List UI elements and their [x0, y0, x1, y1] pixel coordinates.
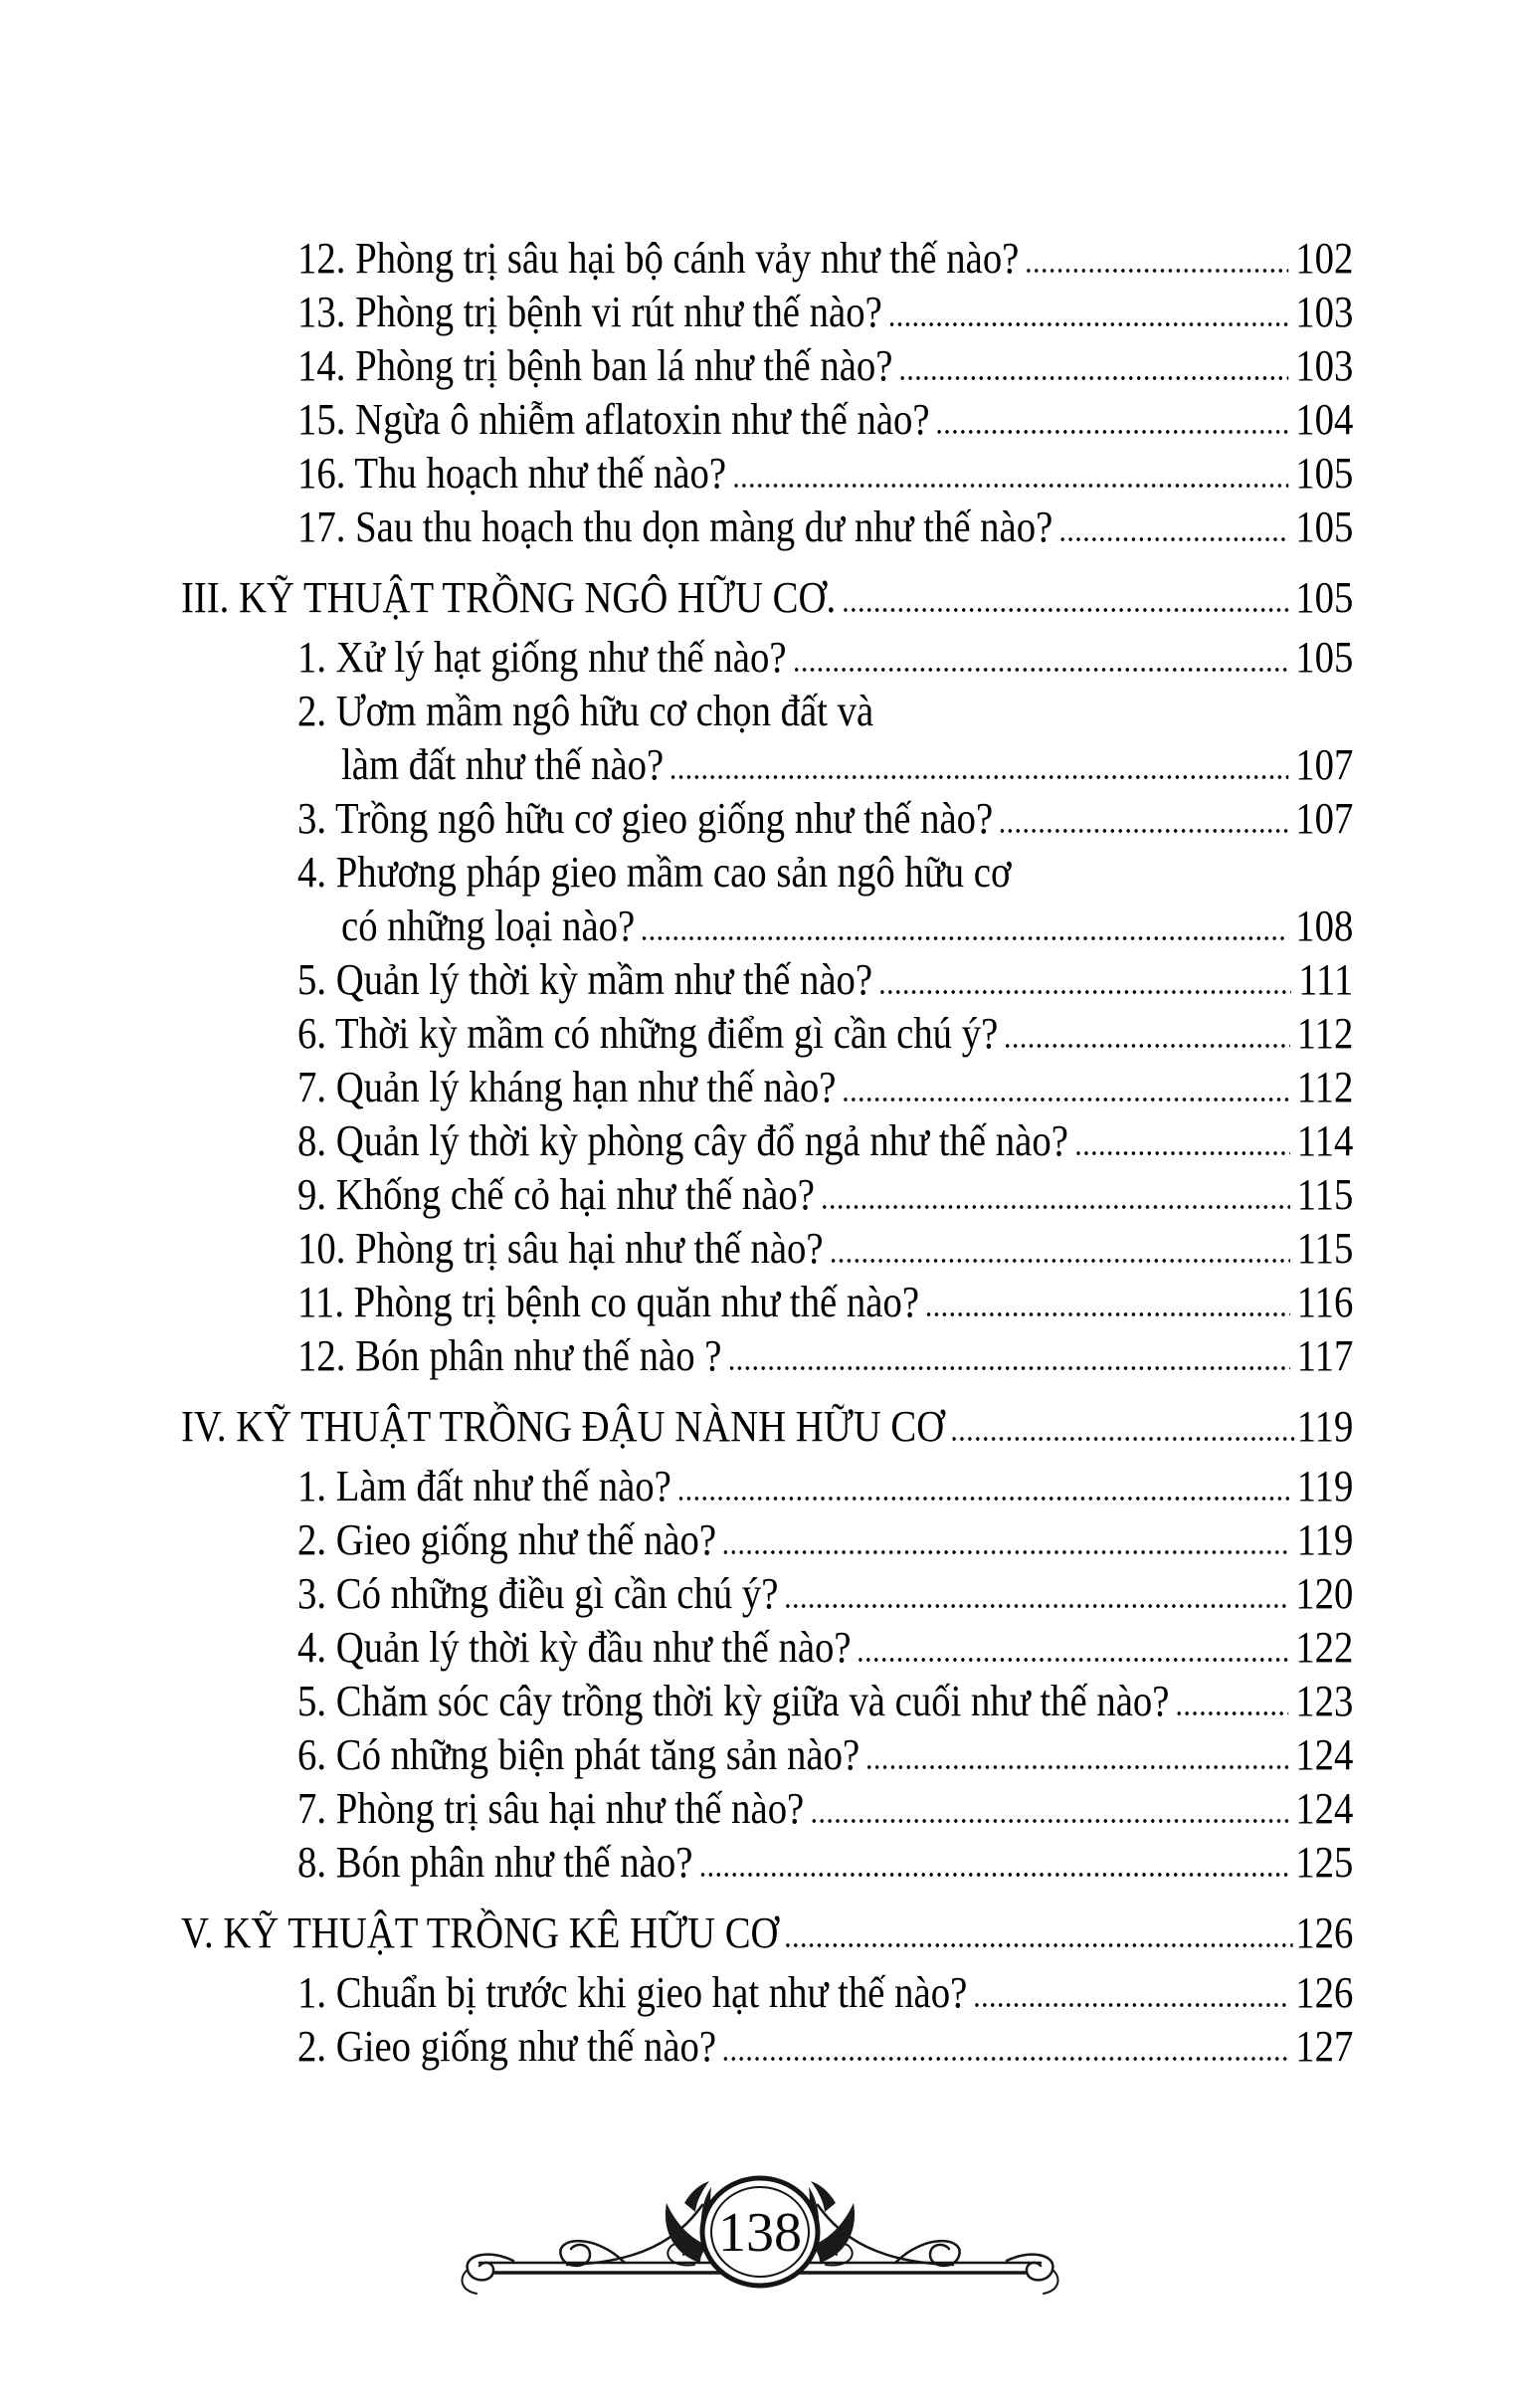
dot-leader: [927, 1312, 1290, 1316]
dot-leader: [975, 2003, 1288, 2007]
toc-entry-page-number: 114: [1296, 1116, 1354, 1165]
ornament-divider: [450, 2167, 1086, 2307]
toc-entry-page-number: 123: [1295, 1677, 1354, 1725]
toc-entry: [181, 1782, 1353, 1836]
toc-entry-title: 14. Phòng trị bệnh ban lá như thế nào?: [297, 341, 893, 390]
toc-entry-page-number: 119: [1296, 1402, 1354, 1451]
toc-entry-page-number: 105: [1295, 502, 1354, 551]
toc-entry: [181, 1460, 1353, 1513]
toc-entry-title: 8. Bón phân như thế nào?: [297, 1838, 693, 1887]
toc-entry-title: 15. Ngừa ô nhiễm aflatoxin như thế nào?: [297, 395, 930, 444]
dot-leader: [867, 1765, 1288, 1769]
toc-entry-title: 17. Sau thu hoạch thu dọn màng dư như thế nào?: [297, 502, 1053, 551]
toc-entry: [181, 393, 1353, 447]
toc-entry: [181, 1567, 1353, 1621]
toc-entry-title: V. KỸ THUẬT TRỒNG KÊ HỮU CƠ: [181, 1908, 779, 1957]
toc-entry-title: 5. Chăm sóc cây trồng thời kỳ giữa và cuối như thế nào?: [297, 1677, 1170, 1725]
dot-leader: [679, 1497, 1290, 1501]
dot-leader: [900, 376, 1288, 380]
toc-entry-title: 7. Quản lý kháng hạn như thế nào?: [297, 1063, 837, 1111]
toc-entry: [181, 1836, 1353, 1890]
toc-entry: [181, 1728, 1353, 1782]
toc-entry-page-number: 102: [1295, 234, 1354, 283]
toc-entry-title: 9. Khống chế cỏ hại như thế nào?: [297, 1170, 815, 1219]
toc-entry-page-number: 122: [1295, 1623, 1354, 1672]
toc-entry-page-number: 115: [1296, 1224, 1354, 1273]
toc-entry-page-number: 111: [1298, 955, 1354, 1004]
toc-entry: [181, 447, 1353, 501]
dot-leader: [643, 936, 1288, 940]
dot-leader: [812, 1819, 1288, 1823]
toc-section-header: [181, 571, 1353, 625]
dot-leader: [1076, 1151, 1290, 1155]
toc-entry-page-number: 117: [1296, 1331, 1354, 1380]
dot-leader: [729, 1366, 1289, 1370]
toc-entry-page-number: 103: [1295, 341, 1354, 390]
toc-section-header: [181, 1400, 1353, 1454]
toc-entry-title: làm đất như thế nào?: [341, 740, 665, 789]
toc-entry-title: 2. Ươm mầm ngô hữu cơ chọn đất và: [297, 687, 874, 735]
dot-leader: [1001, 829, 1288, 833]
toc-entry: [181, 1329, 1353, 1383]
toc-entry: [181, 501, 1353, 554]
toc-entry-title: 1. Xử lý hạt giống như thế nào?: [297, 633, 787, 682]
toc-entry-title: 13. Phòng trị bệnh vi rút như thế nào?: [297, 288, 882, 336]
toc-entry-page-number: 119: [1296, 1462, 1354, 1510]
dot-leader: [844, 1098, 1289, 1102]
toc-entry-title: 2. Gieo giống như thế nào?: [297, 1515, 717, 1564]
toc-entry-title: 16. Thu hoạch như thế nào?: [297, 449, 727, 498]
toc-entry-title: 3. Có những điều gì cần chú ý?: [297, 1569, 779, 1618]
toc-entry-title: 12. Bón phân như thế nào ?: [297, 1331, 722, 1380]
toc-entry: [181, 792, 1353, 846]
toc-entry-page-number: 126: [1295, 1908, 1354, 1957]
toc-entry-title: 6. Thời kỳ mầm có những điểm gì cần chú ý?: [297, 1009, 999, 1058]
table-of-contents: [181, 232, 1353, 2074]
dot-leader: [860, 1658, 1289, 1662]
dot-leader: [700, 1873, 1288, 1877]
toc-entry-page-number: 124: [1295, 1784, 1354, 1833]
toc-entry-title: 4. Quản lý thời kỳ đầu như thế nào?: [297, 1623, 852, 1672]
dot-leader: [724, 2057, 1288, 2061]
toc-entry: [181, 1114, 1353, 1168]
dot-leader: [786, 1604, 1288, 1608]
toc-entry-page-number: 105: [1295, 449, 1354, 498]
toc-entry: [181, 232, 1353, 286]
toc-entry: [181, 1675, 1353, 1728]
page-number: 138: [718, 2202, 802, 2264]
toc-section-header: [181, 1906, 1353, 1960]
toc-entry-title: 1. Làm đất như thế nào?: [297, 1462, 671, 1510]
toc-entry-title: 10. Phòng trị sâu hại như thế nào?: [297, 1224, 824, 1273]
toc-entry-page-number: 104: [1295, 395, 1354, 444]
toc-entry: [181, 738, 1353, 792]
toc-entry-page-number: 105: [1295, 573, 1354, 622]
toc-entry-title: 11. Phòng trị bệnh co quăn như thế nào?: [297, 1278, 920, 1326]
dot-leader: [952, 1437, 1294, 1441]
toc-entry-page-number: 105: [1295, 633, 1354, 682]
toc-entry-page-number: 120: [1295, 1569, 1354, 1618]
toc-entry: [181, 685, 1353, 738]
toc-entry-page-number: 127: [1295, 2022, 1354, 2071]
toc-entry-title: 2. Gieo giống như thế nào?: [297, 2022, 717, 2071]
dot-leader: [786, 1943, 1292, 1947]
dot-leader: [1060, 537, 1288, 541]
toc-entry-title: 7. Phòng trị sâu hại như thế nào?: [297, 1784, 805, 1833]
dot-leader: [937, 430, 1288, 434]
dot-leader: [823, 1205, 1290, 1209]
toc-entry: [181, 846, 1353, 900]
toc-entry-title: III. KỸ THUẬT TRỒNG NGÔ HỮU CƠ.: [181, 573, 837, 622]
toc-entry: [181, 1007, 1353, 1061]
toc-entry-page-number: 115: [1296, 1170, 1354, 1219]
toc-entry: [181, 1168, 1353, 1222]
dot-leader: [880, 990, 1291, 994]
toc-entry: [181, 2020, 1353, 2074]
toc-entry: [181, 1222, 1353, 1276]
toc-entry: [181, 286, 1353, 339]
dot-leader: [1177, 1711, 1288, 1715]
dot-leader: [832, 1259, 1290, 1263]
dot-leader: [844, 608, 1293, 612]
toc-entry-title: 5. Quản lý thời kỳ mầm như thế nào?: [297, 955, 873, 1004]
toc-entry-title: có những loại nào?: [341, 902, 636, 950]
dot-leader: [734, 484, 1288, 488]
toc-entry-page-number: 126: [1295, 1968, 1354, 2017]
toc-entry: [181, 1966, 1353, 2020]
toc-entry: [181, 339, 1353, 393]
toc-entry-title: IV. KỸ THUẬT TRỒNG ĐẬU NÀNH HỮU CƠ: [181, 1402, 945, 1451]
toc-entry: [181, 631, 1353, 685]
toc-entry: [181, 1621, 1353, 1675]
dot-leader: [890, 322, 1289, 326]
toc-entry-title: 6. Có những biện phát tăng sản nào?: [297, 1730, 860, 1779]
toc-entry-page-number: 112: [1296, 1009, 1354, 1058]
toc-entry-title: 8. Quản lý thời kỳ phòng cây đổ ngả như thế nào?: [297, 1116, 1068, 1165]
toc-entry: [181, 953, 1353, 1007]
toc-entry-page-number: 119: [1296, 1515, 1354, 1564]
toc-entry-title: 4. Phương pháp gieo mầm cao sản ngô hữu cơ: [297, 848, 1012, 897]
toc-entry-page-number: 112: [1296, 1063, 1354, 1111]
dot-leader: [1006, 1044, 1289, 1048]
toc-entry-title: 1. Chuẩn bị trước khi gieo hạt như thế nào?: [297, 1968, 968, 2017]
toc-entry-page-number: 103: [1295, 288, 1354, 336]
dot-leader: [724, 1550, 1290, 1554]
toc-entry: [181, 1513, 1353, 1567]
toc-entry: [181, 900, 1353, 953]
dot-leader: [1027, 269, 1288, 273]
toc-entry-title: 12. Phòng trị sâu hại bộ cánh vảy như thế nào?: [297, 234, 1020, 283]
toc-entry-page-number: 107: [1295, 740, 1354, 789]
dot-leader: [671, 775, 1288, 779]
toc-entry-page-number: 108: [1295, 902, 1354, 950]
toc-entry-page-number: 116: [1296, 1278, 1354, 1326]
toc-entry-page-number: 107: [1295, 794, 1354, 843]
toc-entry: [181, 1276, 1353, 1329]
toc-entry-page-number: 125: [1295, 1838, 1354, 1887]
toc-entry-page-number: 124: [1295, 1730, 1354, 1779]
toc-entry-title: 3. Trồng ngô hữu cơ gieo giống như thế nào?: [297, 794, 994, 843]
dot-leader: [794, 668, 1288, 672]
toc-entry: [181, 1061, 1353, 1114]
